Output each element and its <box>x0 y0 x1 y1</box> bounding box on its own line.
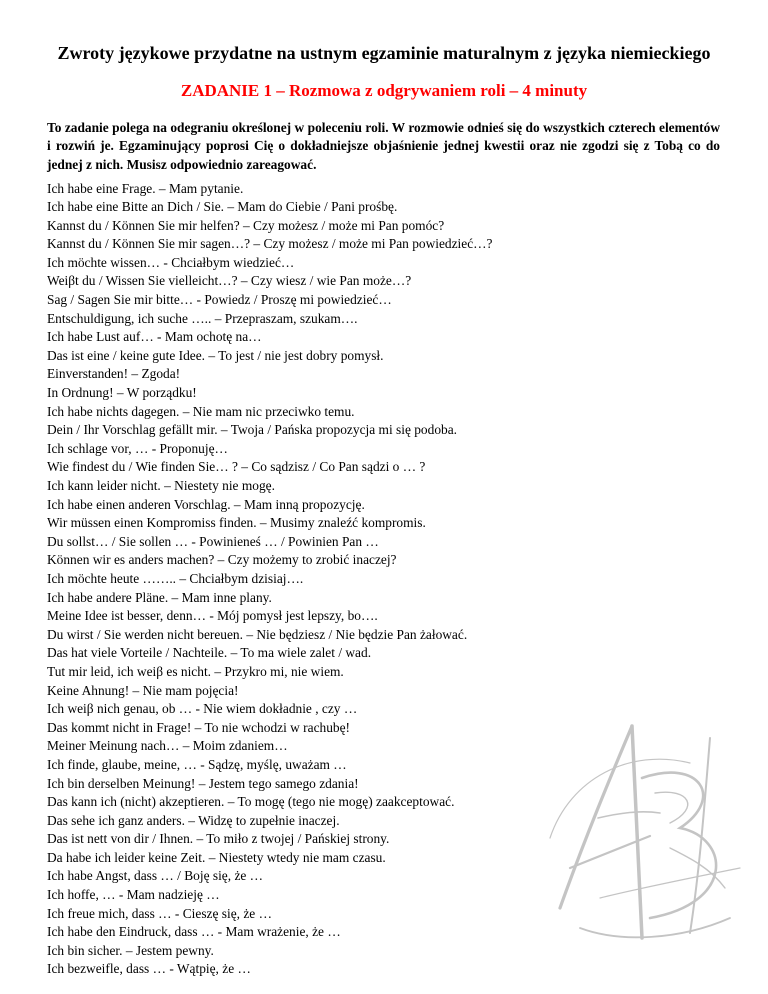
phrase-item: Das kann ich (nicht) akzeptieren. – To mogę (tego nie mogę) zaakceptować. <box>47 794 455 810</box>
phrase-item: Ich finde, glaube, meine, … - Sądzę, myślę, uważam … <box>47 756 347 772</box>
phrase-item: Ich habe den Eindruck, dass … - Mam wrażenie, że … <box>47 924 341 940</box>
phrase-list <box>47 180 727 980</box>
phrase-item: Ich habe andere Pläne. – Mam inne plany. <box>47 589 272 605</box>
phrase-item: Sag / Sagen Sie mir bitte… - Powiedz / Proszę mi powiedzieć… <box>47 292 392 308</box>
phrase-item: Ich freue mich, dass … - Cieszę się, że … <box>47 905 272 921</box>
phrase-item: Dein / Ihr Vorschlag gefällt mir. – Twoja / Pańska propozycja mi się podoba. <box>47 422 458 438</box>
phrase-item: Können wir es anders machen? – Czy możemy to zrobić inaczej? <box>47 552 397 568</box>
phrase-item: Einverstanden! – Zgoda! <box>47 366 181 382</box>
phrase-item: Ich möchte wissen… - Chciałbym wiedzieć… <box>47 254 295 270</box>
phrase-item: Das ist nett von dir / Ihnen. – To miło z twojej / Pańskiej strony. <box>47 831 390 847</box>
phrase-item: Keine Ahnung! – Nie mam pojęcia! <box>47 682 239 698</box>
task-instructions: To zadanie polega na odegraniu określonej w poleceniu roli. W rozmowie odnieś się do wszystkich czterech elementów i rozwiń je. Egzaminujący poprosi Cię o dokładniejsze objaśnienie jednej kwestii oraz nie zgodzi się z Tobą co do jednej z nich. Musisz odpowiednio zareagować. <box>47 120 720 172</box>
phrase-item: Kannst du / Können Sie mir helfen? – Czy możesz / może mi Pan pomóc? <box>47 217 445 233</box>
phrase-item: Da habe ich leider keine Zeit. – Niestety wtedy nie mam czasu. <box>47 849 386 865</box>
phrase-item: Meiner Meinung nach… – Moim zdaniem… <box>47 738 288 754</box>
phrase-item: Kannst du / Können Sie mir sagen…? – Czy możesz / może mi Pan powiedzieć…? <box>47 236 493 252</box>
phrase-item: In Ordnung! – W porządku! <box>47 385 197 401</box>
phrase-item: Ich habe Angst, dass … / Boję się, że … <box>47 868 264 884</box>
phrase-item: Weiβt du / Wissen Sie vielleicht…? – Czy wiesz / wie Pan może…? <box>47 273 412 289</box>
phrase-item: Ich habe eine Bitte an Dich / Sie. – Mam do Ciebie / Pani prośbę. <box>47 199 398 215</box>
phrase-item: Ich hoffe, … - Mam nadzieję … <box>47 887 220 903</box>
phrase-item: Tut mir leid, ich weiβ es nicht. – Przykro mi, nie wiem. <box>47 663 344 679</box>
phrase-item: Ich kann leider nicht. – Niestety nie mogę. <box>47 478 275 493</box>
phrase-item: Ich bin sicher. – Jestem pewny. <box>47 942 214 958</box>
task-heading: ZADANIE 1 – Rozmowa z odgrywaniem roli – 4 minuty <box>180 81 588 100</box>
phrase-item: Ich weiβ nich genau, ob … - Nie wiem dokładnie , czy … <box>47 701 358 717</box>
phrase-item: Ich bin derselben Meinung! – Jestem tego samego zdania! <box>47 775 359 791</box>
phrase-item: Wie findest du / Wie finden Sie… ? – Co sądzisz / Co Pan sądzi o … ? <box>47 459 426 475</box>
phrase-item: Ich schlage vor, … - Proponuję… <box>47 440 228 456</box>
phrase-item: Meine Idee ist besser, denn… - Mój pomysł jest lepszy, bo…. <box>47 608 378 624</box>
phrase-item: Wir müssen einen Kompromiss finden. – Musimy znaleźć kompromis. <box>47 515 426 531</box>
phrase-item: Das hat viele Vorteile / Nachteile. – To ma wiele zalet / wad. <box>47 645 372 661</box>
phrase-item: Ich habe nichts dagegen. – Nie mam nic przeciwko temu. <box>47 403 355 419</box>
phrase-item: Ich habe Lust auf… - Mam ochotę na… <box>47 329 262 345</box>
phrase-item: Ich habe eine Frage. – Mam pytanie. <box>47 180 244 196</box>
phrase-item: Das kommt nicht in Frage! – To nie wchodzi w rachubę! <box>47 719 351 735</box>
page-title: Zwroty językowe przydatne na ustnym egzaminie maturalnym z języka niemieckiego <box>57 43 711 63</box>
phrase-item: Du wirst / Sie werden nicht bereuen. – Nie będziesz / Nie będzie Pan żałować. <box>47 626 468 642</box>
phrase-item: Das sehe ich ganz anders. – Widzę to zupełnie inaczej. <box>47 812 340 828</box>
phrase-item: Entschuldigung, ich suche ….. – Przepraszam, szukam…. <box>47 310 358 326</box>
phrase-item: Das ist eine / keine gute Idee. – To jest / nie jest dobry pomysł. <box>47 347 384 363</box>
phrase-item: Ich bezweifle, dass … - Wątpię, że … <box>47 961 251 977</box>
phrase-item: Ich möchte heute …….. – Chciałbym dzisiaj…. <box>47 570 304 586</box>
phrase-item: Du sollst… / Sie sollen … - Powinieneś … / Powinien Pan … <box>47 533 379 549</box>
phrase-item: Ich habe einen anderen Vorschlag. – Mam inną propozycję. <box>47 496 365 512</box>
